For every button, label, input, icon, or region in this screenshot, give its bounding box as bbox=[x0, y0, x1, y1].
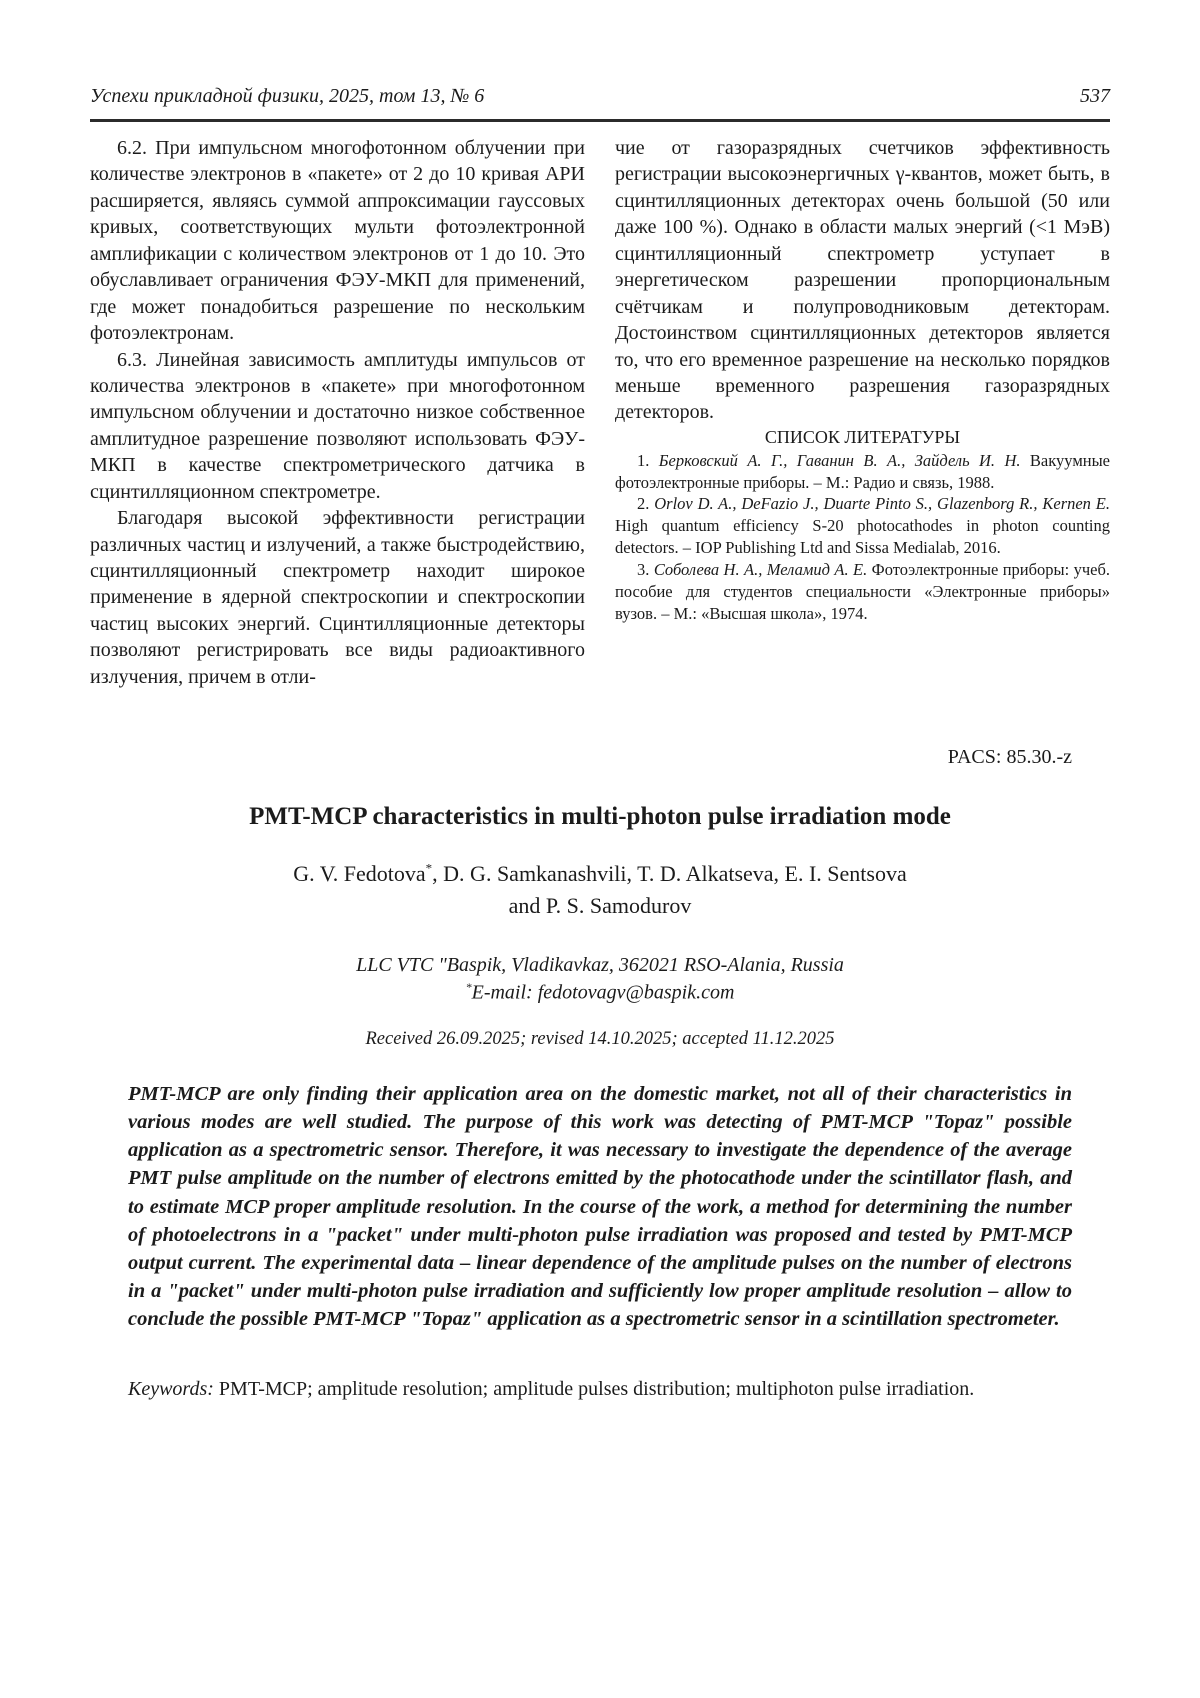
received-line: Received 26.09.2025; revised 14.10.2025; accepted 11.12.2025 bbox=[365, 1028, 835, 1049]
body-paragraph-scintillation: Благодаря высокой эффективности регистрации различных частиц и излучений, а также быстродействию, сцинтилляционный спектрометр находит широкое применение в ядерной спектроскопии и спектроскопии частиц высоких энергий. Сцинтилляционные детекторы позволяют регистрировать все виды радиоактивного излучения, причем в отли- bbox=[90, 507, 585, 688]
running-head bbox=[90, 84, 1110, 108]
reference-authors: Берковский А. Г., Гаванин В. А., Зайдель И. Н. bbox=[658, 450, 1021, 470]
body-paragraph-continuation: чие от газоразрядных счетчиков эффективность регистрации высокоэнергичных γ-квантов, может быть, в сцинтилляционных детекторах очень большой (50 или даже 100 %). Однако в области малых энергий (<1 МэВ) сцинтилляционный спектрометр уступает в энергетическом разрешении пропорциональным счётчикам и полупроводниковым детекторам. Достоинством сцинтилляционных детекторов является то, что его временное разрешение на несколько порядков меньше временного разрешения газоразрядных детекторов. bbox=[615, 137, 1110, 424]
reference-number: 2. bbox=[637, 494, 650, 514]
article-title: PMT-MCP characteristics in multi-photon pulse irradiation mode bbox=[249, 803, 951, 831]
keywords-paragraph bbox=[128, 1376, 1072, 1403]
reference-text: High quantum efficiency S-20 photocathodes in photon counting detectors. – IOP Publishing Ltd and Sissa Medialab, 2016. bbox=[615, 516, 1110, 558]
pacs-line: PACS: 85.30.-z bbox=[947, 746, 1072, 769]
authors-line1 bbox=[293, 861, 907, 886]
reference-authors: Orlov D. A., DeFazio J., Duarte Pinto S., Glazenborg R., Kernen E. bbox=[654, 494, 1110, 514]
abstract-paragraph: PMT-MCP are only finding their application area on the domestic market, not all of their characteristics in various modes are well studied. The purpose of this work was detecting of PMT-MCP "Topaz" possible application as a spectrometric sensor. Therefore, it was necessary to investigate the dependence of the average PMT pulse amplitude on the number of electrons emitted by the photocathode under the scintillator flash, and to estimate MCP proper amplitude resolution. In the course of the work, a method for determining the number of photoelectrons in a "packet" under multi-photon pulse irradiation was proposed and tested by PMT-MCP output current. The experimental data – linear dependence of the amplitude pulses on the number of electrons in a "packet" under multi-photon pulse irradiation and sufficiently low proper amplitude resolution – allow to conclude the possible PMT-MCP "Topaz" application as a spectrometric sensor in a scintillation spectrometer. bbox=[128, 1082, 1072, 1331]
author-first: G. V. Fedotova bbox=[293, 861, 426, 887]
references-heading: СПИСОК ЛИТЕРАТУРЫ bbox=[764, 426, 961, 447]
keywords-label: Keywords: bbox=[128, 1377, 214, 1400]
body-columns bbox=[90, 135, 1110, 690]
reference-item-1 bbox=[615, 450, 1110, 494]
authors-line2: and P. S. Samodurov bbox=[508, 893, 692, 919]
article-head bbox=[90, 746, 1110, 1402]
journal-header: Успехи прикладной физики, 2025, том 13, № 6 bbox=[90, 85, 485, 107]
references-list bbox=[615, 450, 1110, 626]
email-asterisk: * bbox=[465, 980, 472, 995]
header-rule bbox=[90, 119, 1110, 122]
keywords-text: PMT-MCP; amplitude resolution; amplitude pulses distribution; multiphoton pulse irradiation. bbox=[218, 1377, 975, 1400]
affiliation-line: LLC VTC "Baspik, Vladikavkaz, 362021 RSO-Alania, Russia bbox=[356, 954, 844, 977]
body-paragraph-6-3: 6.3. Линейная зависимость амплитуды импульсов от количества электронов в «пакете» при многофотонном импульсном облучении и достаточно низкое собственное амплитудное разрешение позволяют использовать ФЭУ-МКП в качестве спектрометрического датчика в сцинтилляционном спектрометре. bbox=[90, 348, 585, 503]
authors-rest: , D. G. Samkanashvili, T. D. Alkatseva, E. I. Sentsova bbox=[432, 861, 907, 887]
reference-number: 3. bbox=[637, 560, 650, 580]
reference-text: Вакуумные фотоэлектронные приборы. – М.: Радио и связь, 1988. bbox=[615, 450, 1110, 492]
reference-item-2 bbox=[615, 493, 1110, 559]
page-number: 537 bbox=[1080, 85, 1110, 107]
reference-text: Фотоэлектронные приборы: учеб. пособие для студентов специальности «Электронные приборы» вузов. – М.: «Высшая школа», 1974. bbox=[615, 560, 1111, 624]
text-column-left bbox=[90, 135, 585, 690]
reference-item-3 bbox=[615, 559, 1110, 625]
authors-block bbox=[90, 858, 1110, 922]
text-column-right bbox=[615, 135, 1110, 690]
reference-number: 1. bbox=[637, 450, 650, 470]
email-text: E-mail: fedotovagv@baspik.com bbox=[471, 981, 735, 1004]
email-line bbox=[90, 980, 1110, 1005]
reference-authors: Соболева Н. А., Меламид А. Е. bbox=[653, 560, 868, 580]
author-asterisk: * bbox=[425, 861, 433, 877]
body-paragraph-6-2: 6.2. При импульсном многофотонном облучении при количестве электронов в «пакете» от 2 до 10 кривая АРИ расширяется, являясь суммой аппроксимации гауссовых кривых, соответствующих мульти фотоэлектронной амплификации с количеством электронов от 1 до 10. Это обуславливает ограничения ФЭУ-МКП для применений, где может понадобиться разрешение по нескольким фотоэлектронам. bbox=[90, 137, 585, 345]
